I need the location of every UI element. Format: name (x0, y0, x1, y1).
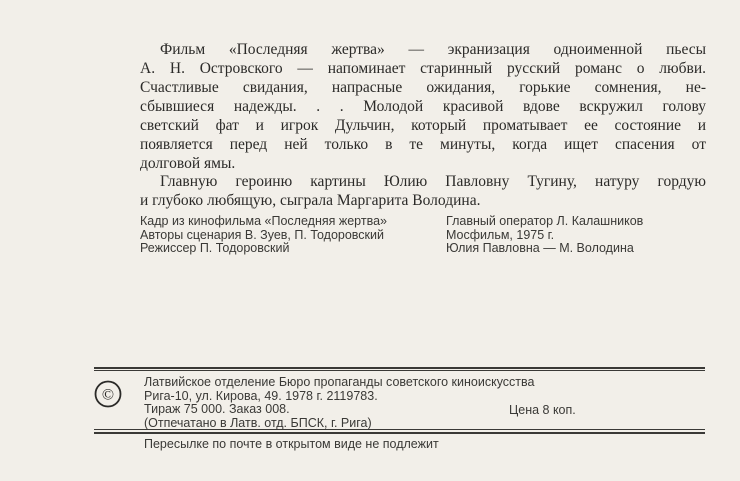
credit-line: Кадр из кинофильма «Последняя жертва» (140, 214, 387, 228)
description-paragraph-2 (140, 172, 706, 210)
text-line: Главную героиню картины Юлию Павловну Тугину, натуру гордую (160, 173, 706, 190)
text-line: светский фат и игрок Дульчин, который проматывает ее состояние и (140, 117, 706, 134)
credit-line: Авторы сценария В. Зуев, П. Тодоровский (140, 227, 384, 242)
copyright-icon (94, 380, 122, 408)
divider-top-thin (94, 370, 705, 371)
divider-bottom-thin (94, 429, 705, 430)
divider-top (94, 367, 705, 369)
text-line: долговой ямы. (140, 155, 236, 172)
imprint-line: (Отпечатано в Латв. отд. БПСК, г. Рига) (144, 415, 372, 430)
publisher-imprint (144, 376, 534, 430)
text-line: Фильм «Последняя жертва» — экранизация одноименной пьесы (160, 41, 706, 58)
text-line: А. Н. Островского — напоминает старинный русский романс о любви. (140, 60, 706, 77)
price-label: Цена 8 коп. (509, 403, 576, 417)
credits-right (446, 215, 643, 256)
credit-line: Мосфильм, 1975 г. (446, 227, 555, 242)
description-paragraph-1 (140, 40, 706, 173)
imprint-line: Рига-10, ул. Кирова, 49. 1978 г. 2119783. (144, 388, 378, 403)
credit-line: Юлия Павловна — М. Володина (446, 241, 634, 255)
divider-bottom (94, 432, 705, 434)
text-line: Счастливые свидания, напрасные ожидания, горькие сомнения, не- (140, 79, 706, 96)
text-line: появляется перед ней только в те минуты, когда ищет спасения от (140, 136, 706, 153)
text-line: и глубоко любящую, сыграла Маргарита Володина. (140, 192, 481, 209)
text-line: сбывшиеся надежды. . . Молодой красивой вдове вскружил голову (140, 98, 706, 115)
credits-left (140, 215, 387, 256)
credit-line: Главный оператор Л. Калашников (446, 214, 644, 228)
mailing-notice: Пересылке по почте в открытом виде не подлежит (144, 437, 439, 451)
imprint-line: Латвийское отделение Бюро пропаганды советского киноискусства (144, 375, 535, 389)
copyright-symbol: © (101, 386, 115, 404)
imprint-line: Тираж 75 000. Заказ 008. (144, 402, 290, 416)
credit-line: Режиссер П. Тодоровский (140, 241, 290, 255)
